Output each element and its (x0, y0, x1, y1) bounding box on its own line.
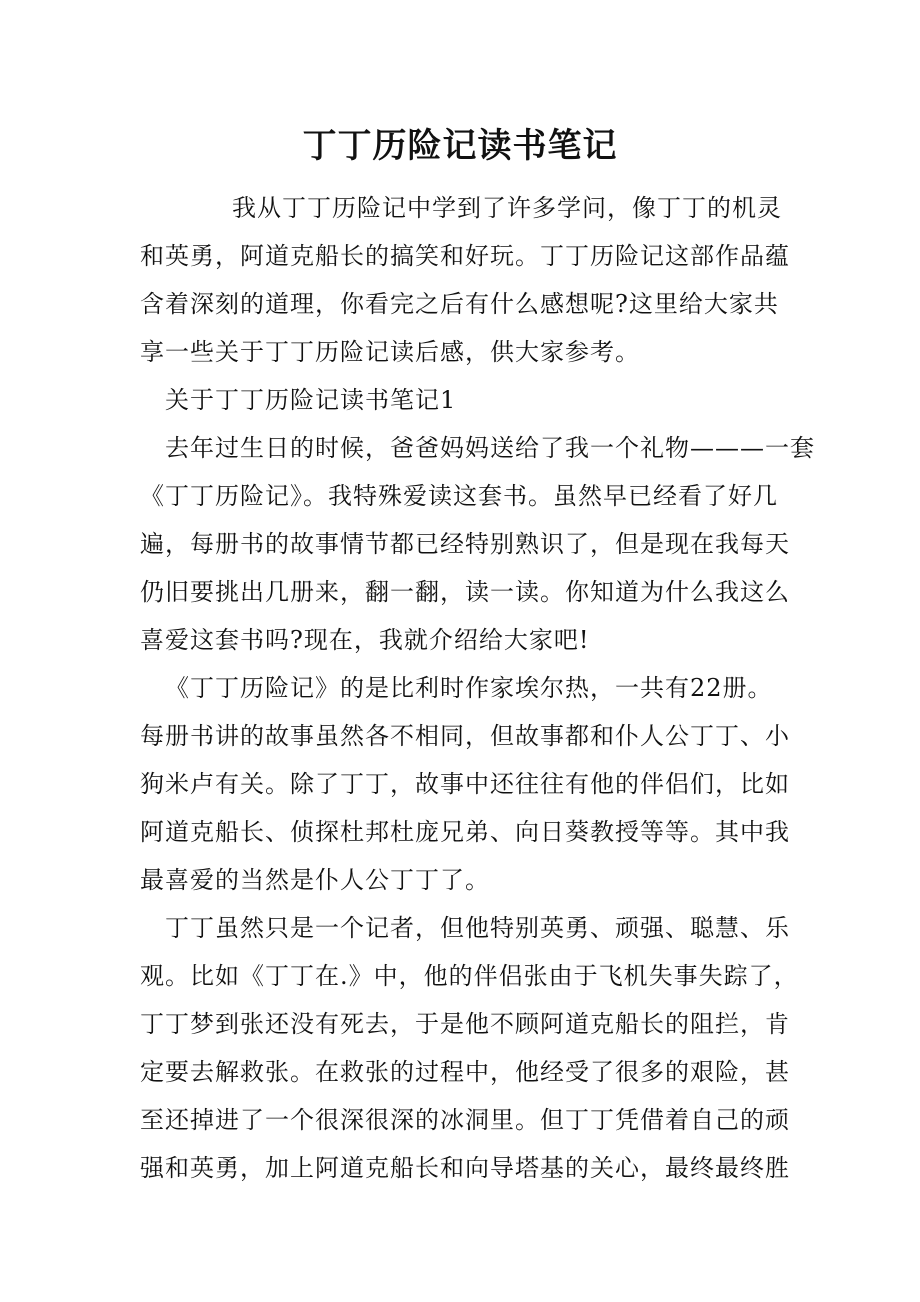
text-line: 观。比如《丁丁在.》中，他的伴侣张由于飞机失事失踪了， (140, 962, 799, 990)
text-line: 定要去解救张。在救张的过程中，他经受了很多的艰险，甚 (140, 1058, 790, 1086)
text-line: 遍，每册书的故事情节都已经特别熟识了，但是现在我每天 (140, 530, 790, 558)
heading-line: 关于丁丁历险记读书笔记1 (165, 386, 457, 414)
text-line: 和英勇，阿道克船长的搞笑和好玩。丁丁历险记这部作品蕴 (140, 242, 790, 270)
text-line: 仍旧要挑出几册来，翻一翻，读一读。你知道为什么我这么 (140, 578, 790, 606)
text-line: 每册书讲的故事虽然各不相同，但故事都和仆人公丁丁、小 (140, 722, 790, 750)
paragraph (140, 908, 800, 1196)
text-line: 强和英勇，加上阿道克船长和向导塔基的关心，最终最终胜 (140, 1154, 790, 1182)
text-line: 丁丁虽然只是一个记者，但他特别英勇、顽强、聪慧、乐 (165, 914, 790, 942)
text-line: 享一些关于丁丁历险记读后感，供大家参考。 (140, 338, 640, 366)
text-line: 《丁丁历险记》。我特殊爱读这套书。虽然早已经看了好几 (140, 482, 778, 510)
text-line: 至还掉进了一个很深很深的冰洞里。但丁丁凭借着自己的顽 (140, 1106, 790, 1134)
text-line: 最喜爱的当然是仆人公丁丁了。 (140, 866, 490, 894)
text-line: 丁丁梦到张还没有死去，于是他不顾阿道克船长的阻拦，肯 (140, 1010, 790, 1038)
section-heading (140, 380, 800, 428)
text-line: 《丁丁历险记》的是比利时作家埃尔热，一共有22册。 (165, 674, 773, 702)
text-line: 含着深刻的道理，你看完之后有什么感想呢?这里给大家共 (140, 290, 779, 318)
text-line: 我从丁丁历险记中学到了许多学问，像丁丁的机灵 (232, 194, 782, 222)
text-line: 狗米卢有关。除了丁丁，故事中还往往有他的伴侣们，比如 (140, 770, 790, 798)
text-line: 喜爱这套书吗?现在，我就介绍给大家吧! (140, 626, 590, 654)
text-line: 阿道克船长、侦探杜邦杜庞兄弟、向日葵教授等等。其中我 (140, 818, 790, 846)
paragraph (140, 668, 800, 908)
document-title: 丁丁历险记读书笔记 (302, 126, 618, 166)
document-body (140, 188, 815, 1196)
paragraph (140, 428, 815, 668)
text-line: 去年过生日的时候，爸爸妈妈送给了我一个礼物———一套 (165, 434, 815, 462)
intro-paragraph (140, 188, 800, 380)
